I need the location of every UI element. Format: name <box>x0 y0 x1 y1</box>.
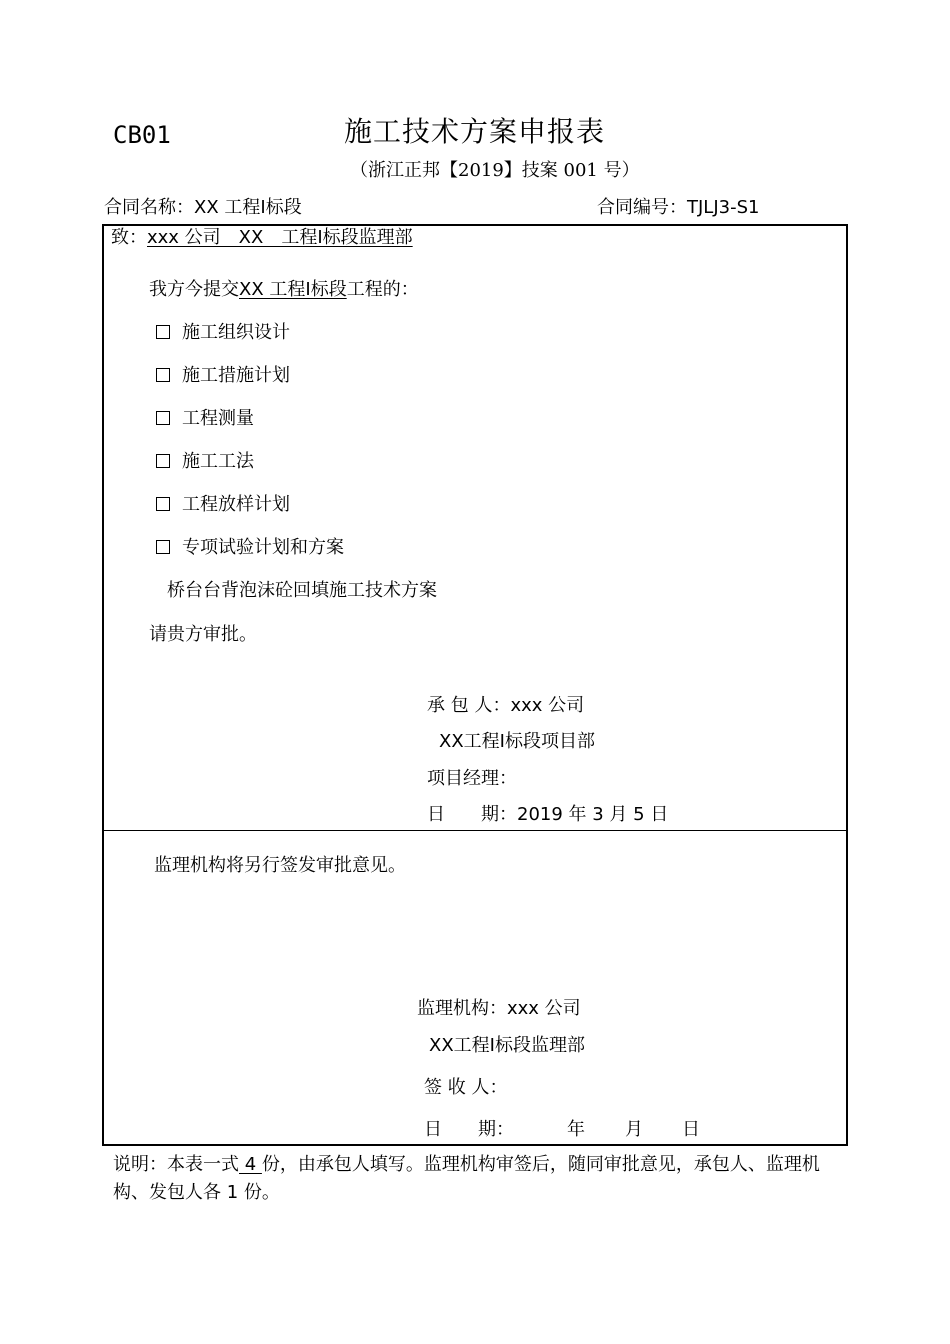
date-label: 日 期： <box>424 1119 514 1140</box>
checkbox-icon[interactable] <box>156 411 170 425</box>
supervisor-org-label: 监理机构： <box>417 998 507 1019</box>
footnote-copies: 4 <box>239 1154 262 1175</box>
supervisor-org <box>417 1000 581 1018</box>
checkbox-item[interactable] <box>156 324 290 342</box>
contract-number <box>597 199 759 217</box>
intro-suffix: 工程的： <box>346 279 419 300</box>
checkbox-item[interactable] <box>156 367 290 385</box>
supervisor-dept: XX工程Ⅰ标段监理部 <box>429 1035 585 1056</box>
footnote <box>113 1151 853 1207</box>
contract-name <box>104 199 302 217</box>
submit-date <box>427 806 668 824</box>
contractor-value: xxx 公司 <box>510 695 585 716</box>
date-value: 2019 年 3 月 5 日 <box>517 804 669 825</box>
contract-name-value: XX 工程Ⅰ标段 <box>194 197 302 218</box>
checkbox-label: 工程放样计划 <box>182 494 290 515</box>
checkbox-item[interactable] <box>156 496 290 514</box>
addressee-label: 致： <box>111 227 147 248</box>
addressee <box>111 229 413 247</box>
date-year-label: 年 <box>567 1119 585 1140</box>
checkbox-label: 施工工法 <box>182 451 254 472</box>
checkbox-label: 工程测量 <box>182 408 254 429</box>
document-number: （浙江正邦【2019】技案 001 号） <box>350 160 640 181</box>
project-dept: XX工程Ⅰ标段项目部 <box>439 731 595 752</box>
date-label: 日 期： <box>427 804 517 825</box>
form-code: CB01 <box>113 121 171 149</box>
contractor <box>427 697 584 715</box>
plan-name: 桥台台背泡沫砼回填施工技术方案 <box>167 580 437 601</box>
contractor-label: 承 包 人： <box>427 695 511 716</box>
date-day-label: 日 <box>682 1119 700 1140</box>
intro-project: XX 工程Ⅰ标段 <box>239 279 347 300</box>
receiver-label: 签 收 人： <box>424 1077 508 1098</box>
contract-number-value: TJLJ3-S1 <box>687 197 760 218</box>
checkbox-icon[interactable] <box>156 454 170 468</box>
checkbox-label: 施工措施计划 <box>182 365 290 386</box>
checkbox-icon[interactable] <box>156 497 170 511</box>
checkbox-item[interactable] <box>156 410 254 428</box>
addressee-value: xxx 公司 XX 工程Ⅰ标段监理部 <box>147 227 413 248</box>
request-text: 请贵方审批。 <box>149 624 257 645</box>
intro-prefix: 我方今提交 <box>149 279 239 300</box>
footnote-prefix: 说明：本表一式 <box>113 1154 239 1175</box>
receive-date <box>424 1121 514 1139</box>
page-title: 施工技术方案申报表 <box>344 115 606 148</box>
contract-name-label: 合同名称： <box>104 197 194 218</box>
checkbox-item[interactable] <box>156 453 254 471</box>
footnote-suffix: 份，由承包人填写。监理机构审签后，随同审批意见，承包人、监理机构、发包人各 1 份。 <box>113 1154 820 1203</box>
checkbox-icon[interactable] <box>156 368 170 382</box>
section-divider <box>102 830 848 831</box>
supervisor-org-value: xxx 公司 <box>507 998 581 1019</box>
project-manager-label: 项目经理： <box>427 768 517 789</box>
contract-number-label: 合同编号： <box>597 197 687 218</box>
checkbox-item[interactable] <box>156 539 344 557</box>
date-month-label: 月 <box>625 1119 643 1140</box>
checkbox-label: 专项试验计划和方案 <box>182 537 344 558</box>
supervisor-opinion: 监理机构将另行签发审批意见。 <box>154 855 406 876</box>
intro-line <box>149 281 419 299</box>
checkbox-icon[interactable] <box>156 325 170 339</box>
checkbox-icon[interactable] <box>156 540 170 554</box>
checkbox-label: 施工组织设计 <box>182 322 290 343</box>
